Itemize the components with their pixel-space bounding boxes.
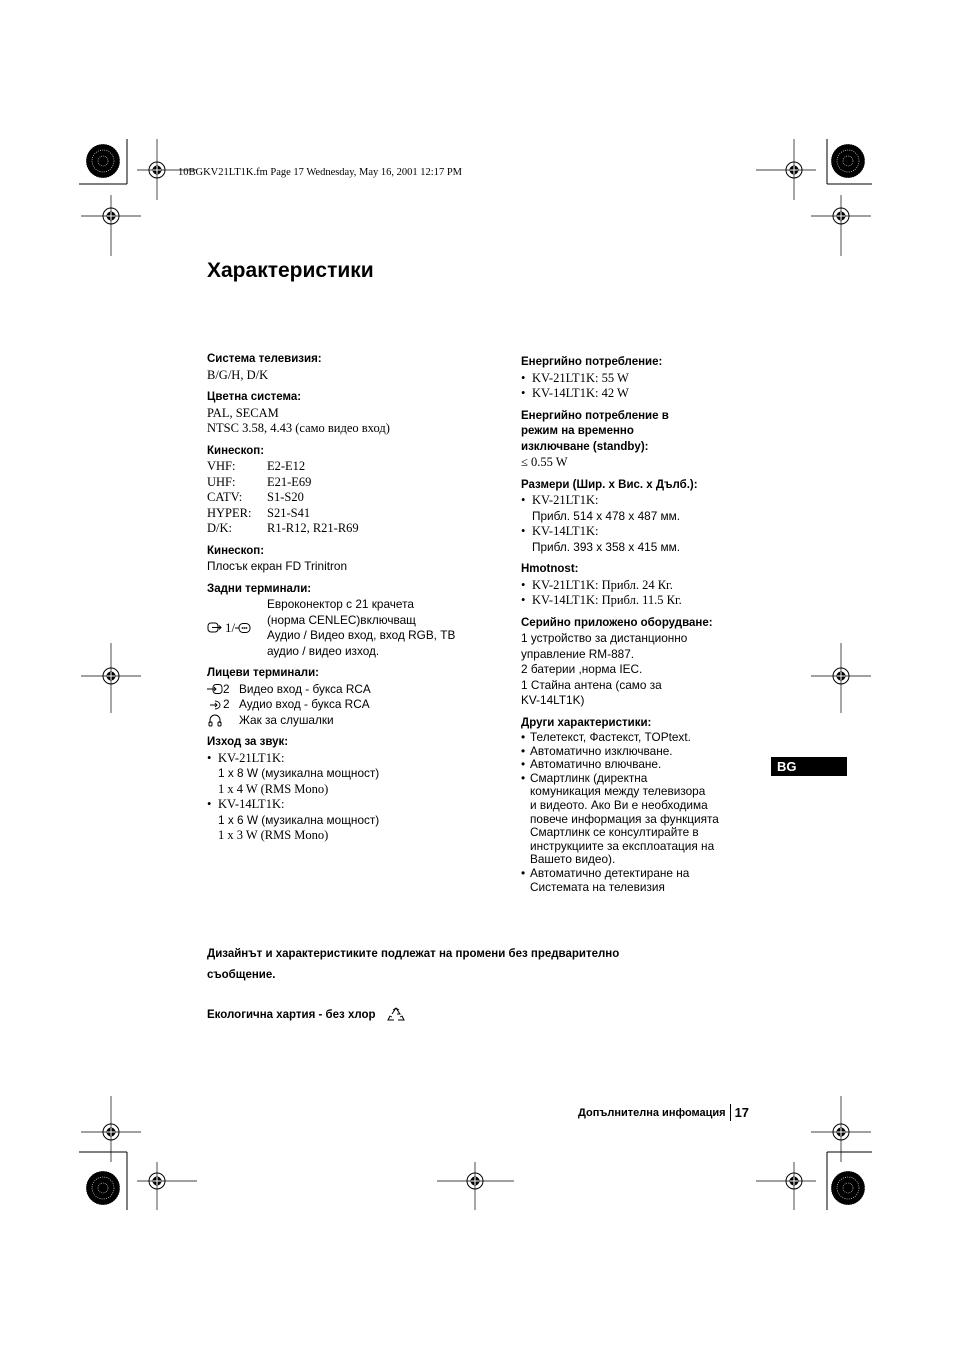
power-item: • KV-14LT1K: 42 W	[521, 386, 629, 400]
dimensions-value: Прибл. 393 x 358 x 415 мм.	[532, 539, 681, 554]
color-system-heading: Цветна система:	[207, 391, 302, 403]
page-title: Характеристики	[207, 259, 374, 282]
rear-terminals-heading: Задни терминали:	[207, 582, 312, 595]
sound-model: KV-21LT1K:	[218, 750, 285, 765]
other-item: • Смартлинк (директна комуникация между телевизора и видеото. Ако Ви е необходима повече информация за функцията Смартлинк се консултирайте в инструкциите за експлоатация на Вашето видео).	[521, 770, 719, 867]
rear-terminal-entry	[207, 597, 507, 659]
left-column	[207, 352, 507, 844]
tv-system-value: B/G/H, D/K	[207, 367, 269, 382]
other-item: • Телетекст, Фастекст, TOPtext.	[521, 730, 691, 744]
other-item: • Автоматично детектиране на Системата на телевизия	[521, 865, 690, 894]
front-terminal-row	[207, 713, 507, 729]
dimensions-value: Прибл. 514 x 478 x 487 мм.	[532, 508, 681, 523]
power-item: • KV-21LT1K: 55 W	[521, 370, 629, 385]
supplied-line: 1 устройство за дистанционно	[521, 631, 688, 645]
dimensions-heading: Размери (Шир. x Вис. x Дълб.):	[521, 478, 698, 491]
other-heading: Други характеристики:	[521, 716, 652, 729]
dimensions-item: • KV-14LT1K:	[521, 524, 599, 538]
kinescope-band: VHF:	[207, 459, 236, 473]
recycle-icon	[386, 1006, 406, 1024]
video-in-number: 2	[223, 681, 230, 696]
other-item: • Автоматично влючване.	[521, 757, 662, 772]
kinescope-channels: S21-S41	[267, 505, 311, 520]
front-terminal-text: Видео вход - букса RCA	[239, 681, 371, 696]
color-system-line: NTSC 3.58, 4.43 (само видео вход)	[207, 421, 390, 435]
sound-line: 1 x 8 W (музикална мощност)	[218, 766, 380, 780]
sound-line: 1 x 3 W (RMS Mono)	[218, 828, 329, 842]
notice-line: съобщение.	[207, 969, 276, 981]
supplied-line: управление RM-887.	[521, 646, 635, 661]
kinescope-row	[207, 490, 507, 506]
video-in-icon	[207, 682, 239, 698]
kinescope-band: HYPER:	[207, 505, 252, 520]
kinescope-row	[207, 506, 507, 522]
weight-item: • KV-14LT1K: Прибл. 11.5 Кг.	[521, 593, 682, 607]
audio-in-icon	[207, 697, 239, 713]
footer-divider	[730, 1104, 731, 1121]
kinescope-channels: E21-E69	[267, 474, 312, 489]
standby-heading: режим на временно	[521, 425, 634, 437]
standby-value: ≤ 0.55 W	[521, 455, 568, 469]
kinescope-channels: E2-E12	[267, 459, 306, 473]
dimensions-item: • KV-21LT1K:	[521, 493, 599, 507]
kinescope-row	[207, 459, 507, 475]
standby-heading: Енергийно потребление в	[521, 409, 669, 422]
rear-terminal-line: Евроконектор с 21 крачета	[267, 597, 414, 611]
kinescope2-value: Плосък екран FD Trinitron	[207, 559, 348, 573]
rear-terminal-line: аудио / видео изход.	[267, 643, 380, 658]
sound-output-item: • KV-21LT1K:	[207, 750, 285, 765]
sound-output-item: • KV-14LT1K:	[207, 797, 285, 811]
front-terminals-heading: Лицеви терминали:	[207, 667, 319, 679]
supplied-line: KV-14LT1K)	[521, 693, 585, 707]
audio-in-number: 2	[223, 697, 230, 711]
supplied-heading: Серийно приложено оборудване:	[521, 616, 713, 629]
headphones-icon	[207, 713, 239, 729]
scart-icon	[207, 597, 267, 659]
supplied-line: 2 батерии ,норма IEC.	[521, 662, 643, 676]
notice	[207, 944, 727, 986]
file-header-line: 10BGKV21LT1K.fm Page 17 Wednesday, May 16, 2001 12:17 PM	[178, 167, 463, 178]
kinescope-channels: R1-R12, R21-R69	[267, 521, 359, 535]
eco-paper-note	[207, 1006, 406, 1024]
sound-line: 1 x 6 W (музикална мощност)	[218, 812, 380, 827]
page-number: 17	[734, 1105, 750, 1120]
kinescope-channels: S1-S20	[267, 490, 304, 504]
kinescope-heading: Кинескоп:	[207, 444, 265, 457]
front-terminal-text: Аудио вход - букса RCA	[239, 697, 370, 711]
notice-line: Дизайнът и характеристиките подлежат на промени без предварително	[207, 948, 620, 960]
front-terminal-row	[207, 697, 507, 713]
kinescope-row	[207, 521, 507, 537]
color-system-line: PAL, SECAM	[207, 405, 279, 420]
eco-text: Екологична хартия - без хлор	[207, 1009, 376, 1021]
weight-item: • KV-21LT1K: Прибл. 24 Кг.	[521, 577, 673, 592]
kinescope-band: CATV:	[207, 490, 243, 504]
sound-line: 1 x 4 W (RMS Mono)	[218, 781, 329, 796]
front-terminal-row	[207, 682, 507, 698]
front-terminal-text: Жак за слушалки	[239, 712, 334, 727]
kinescope-band: D/K:	[207, 521, 232, 535]
standby-heading: изключване (standby):	[521, 440, 649, 453]
other-item: • Автоматично изключване.	[521, 743, 673, 758]
tv-system-heading: Система телевизия:	[207, 353, 322, 365]
kinescope-band: UHF:	[207, 474, 236, 489]
sound-model: KV-14LT1K:	[218, 797, 285, 811]
page-footer	[578, 1104, 749, 1121]
kinescope2-heading: Кинескоп:	[207, 544, 265, 557]
power-heading: Енергийно потребление:	[521, 356, 663, 368]
scart-number: 1/	[225, 620, 236, 635]
supplied-line: 1 Стайна антена (само за	[521, 677, 662, 692]
rear-terminal-line: (норма CENLEC)включващ	[267, 612, 416, 627]
weight-heading: Hmotnost:	[521, 563, 579, 575]
sound-output-heading: Изход за звук:	[207, 736, 289, 748]
language-tab: BG	[771, 757, 847, 776]
rear-terminal-line: Аудио / Видео вход, вход RGB, ТВ	[267, 628, 456, 642]
kinescope-row	[207, 475, 507, 491]
right-column	[521, 355, 761, 894]
footer-section: Допълнителна инфомация	[578, 1106, 726, 1119]
